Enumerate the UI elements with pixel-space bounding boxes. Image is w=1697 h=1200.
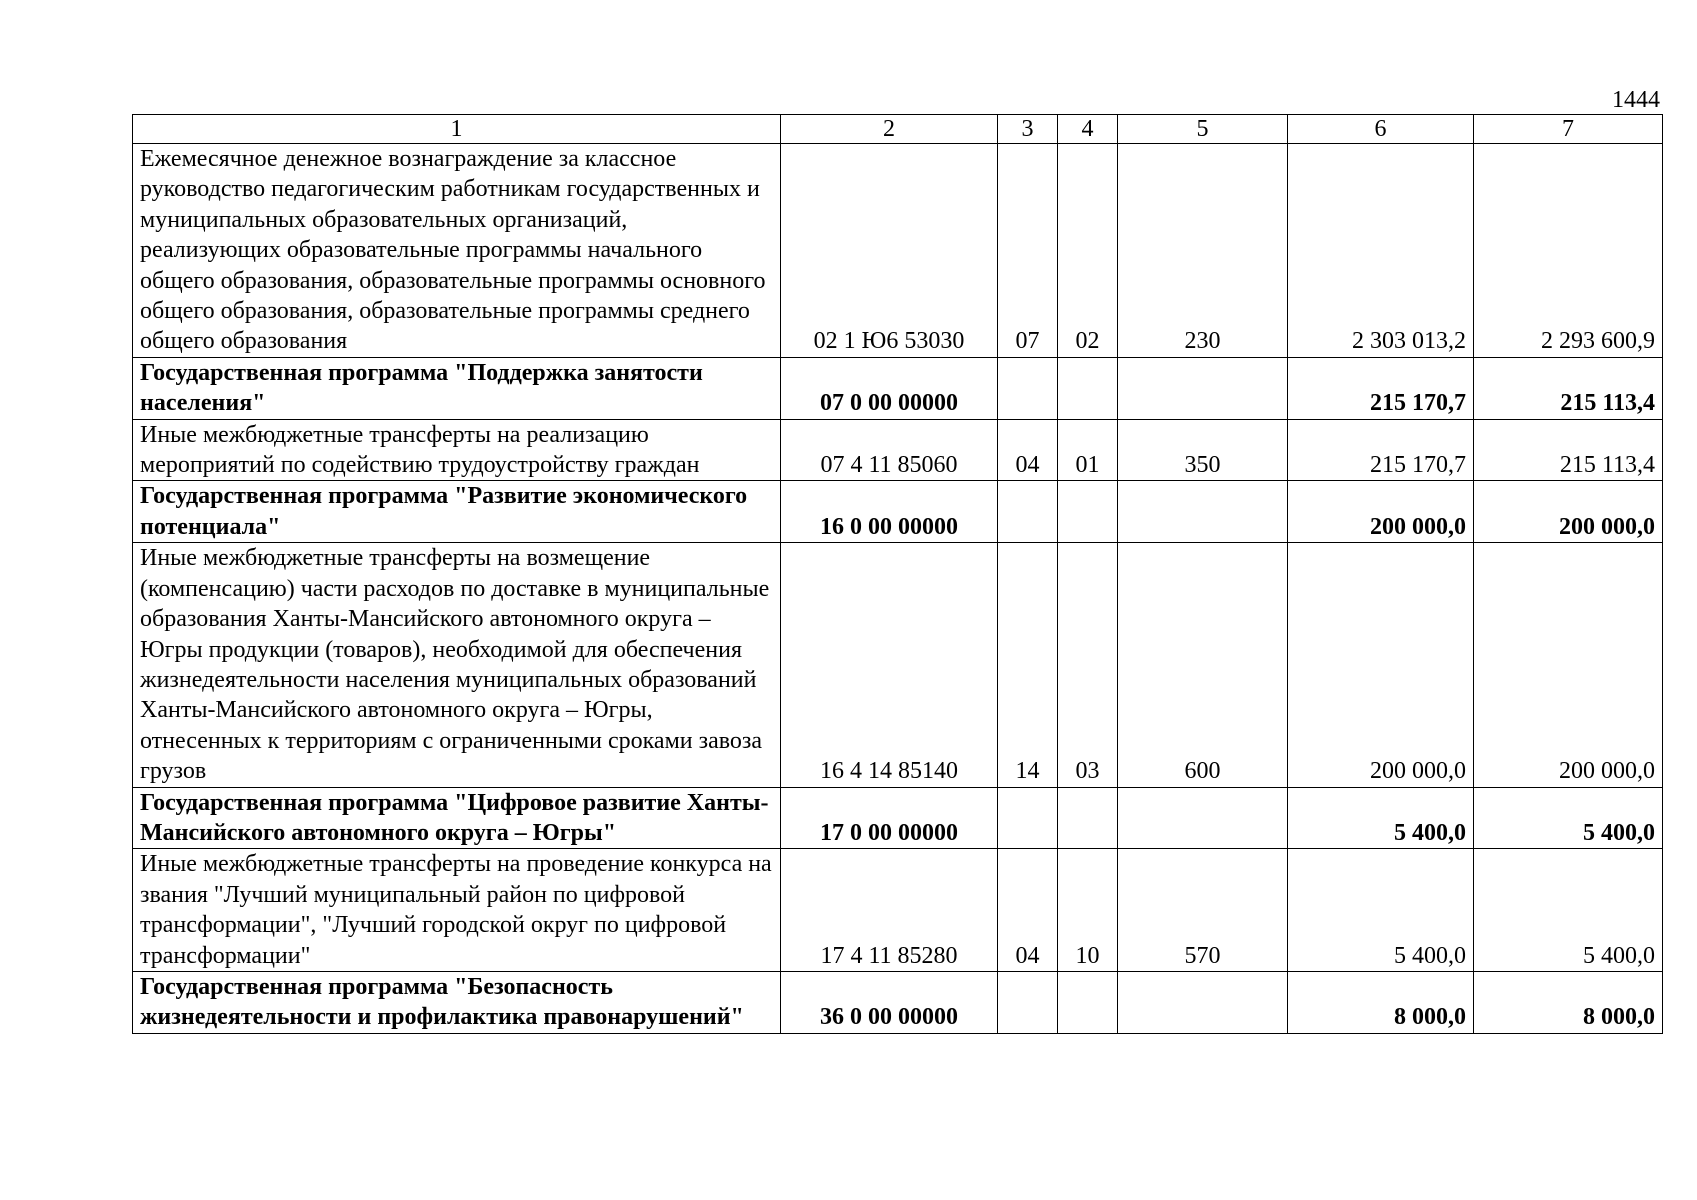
table-row (133, 787, 1663, 849)
expense-type-code: 600 (1118, 543, 1288, 787)
amount-col-7: 5 400,0 (1474, 849, 1663, 972)
subsection-code: 01 (1058, 419, 1118, 481)
section-code (998, 357, 1058, 419)
table-row (133, 419, 1663, 481)
column-header: 1 (133, 115, 781, 144)
amount-col-6: 215 170,7 (1288, 357, 1474, 419)
amount-col-6: 215 170,7 (1288, 419, 1474, 481)
row-name: Государственная программа "Безопасность жизнедеятельности и профилактика правонарушений" (133, 971, 781, 1033)
amount-col-7: 215 113,4 (1474, 419, 1663, 481)
expense-type-code (1118, 357, 1288, 419)
section-code: 07 (998, 144, 1058, 358)
row-name: Государственная программа "Поддержка занятости населения" (133, 357, 781, 419)
column-header: 2 (781, 115, 998, 144)
target-code: 07 4 11 85060 (781, 419, 998, 481)
expense-type-code: 570 (1118, 849, 1288, 972)
target-code: 36 0 00 00000 (781, 971, 998, 1033)
expense-type-code: 350 (1118, 419, 1288, 481)
column-header: 4 (1058, 115, 1118, 144)
target-code: 02 1 Ю6 53030 (781, 144, 998, 358)
table-row (133, 481, 1663, 543)
target-code: 07 0 00 00000 (781, 357, 998, 419)
row-name: Государственная программа "Цифровое развитие Ханты-Мансийского автономного округа – Югры" (133, 787, 781, 849)
row-name: Государственная программа "Развитие экономического потенциала" (133, 481, 781, 543)
row-name: Ежемесячное денежное вознаграждение за классное руководство педагогическим работникам государственных и муниципальных образовательных организаций, реализующих образовательные программы начального общего образования, образовательные программы основного общего образования, образовательные программы среднего общего образования (133, 144, 781, 358)
section-code (998, 481, 1058, 543)
amount-col-6: 8 000,0 (1288, 971, 1474, 1033)
amount-col-7: 200 000,0 (1474, 543, 1663, 787)
target-code: 17 0 00 00000 (781, 787, 998, 849)
table-row (133, 971, 1663, 1033)
column-header: 3 (998, 115, 1058, 144)
header-row (133, 115, 1663, 144)
subsection-code (1058, 357, 1118, 419)
expense-type-code (1118, 787, 1288, 849)
subsection-code (1058, 971, 1118, 1033)
amount-col-6: 200 000,0 (1288, 481, 1474, 543)
subsection-code (1058, 481, 1118, 543)
subsection-code: 03 (1058, 543, 1118, 787)
table-row (133, 543, 1663, 787)
section-code (998, 971, 1058, 1033)
amount-col-7: 5 400,0 (1474, 787, 1663, 849)
section-code: 04 (998, 849, 1058, 972)
table-row (133, 144, 1663, 358)
budget-table (132, 114, 1663, 1034)
subsection-code: 10 (1058, 849, 1118, 972)
subsection-code: 02 (1058, 144, 1118, 358)
row-name: Иные межбюджетные трансферты на проведение конкурса на звания "Лучший муниципальный район по цифровой трансформации", "Лучший городской округ по цифровой трансформации" (133, 849, 781, 972)
section-code: 04 (998, 419, 1058, 481)
table-row (133, 357, 1663, 419)
column-header: 7 (1474, 115, 1663, 144)
amount-col-6: 5 400,0 (1288, 849, 1474, 972)
expense-type-code (1118, 971, 1288, 1033)
amount-col-7: 215 113,4 (1474, 357, 1663, 419)
amount-col-6: 200 000,0 (1288, 543, 1474, 787)
section-code: 14 (998, 543, 1058, 787)
target-code: 16 4 14 85140 (781, 543, 998, 787)
amount-col-6: 2 303 013,2 (1288, 144, 1474, 358)
expense-type-code: 230 (1118, 144, 1288, 358)
amount-col-7: 200 000,0 (1474, 481, 1663, 543)
amount-col-7: 8 000,0 (1474, 971, 1663, 1033)
column-header: 6 (1288, 115, 1474, 144)
row-name: Иные межбюджетные трансферты на реализацию мероприятий по содействию трудоустройству граждан (133, 419, 781, 481)
subsection-code (1058, 787, 1118, 849)
section-code (998, 787, 1058, 849)
row-name: Иные межбюджетные трансферты на возмещение (компенсацию) части расходов по доставке в муниципальные образования Ханты-Мансийского автономного округа – Югры продукции (товаров), необходимой для обеспечения жизнедеятельности населения муниципальных образований Ханты-Мансийского автономного округа – Югры, отнесенных к территориям с ограниченными сроками завоза грузов (133, 543, 781, 787)
column-header: 5 (1118, 115, 1288, 144)
target-code: 16 0 00 00000 (781, 481, 998, 543)
amount-col-6: 5 400,0 (1288, 787, 1474, 849)
expense-type-code (1118, 481, 1288, 543)
target-code: 17 4 11 85280 (781, 849, 998, 972)
amount-col-7: 2 293 600,9 (1474, 144, 1663, 358)
table-row (133, 849, 1663, 972)
page-number: 1444 (1612, 87, 1660, 113)
